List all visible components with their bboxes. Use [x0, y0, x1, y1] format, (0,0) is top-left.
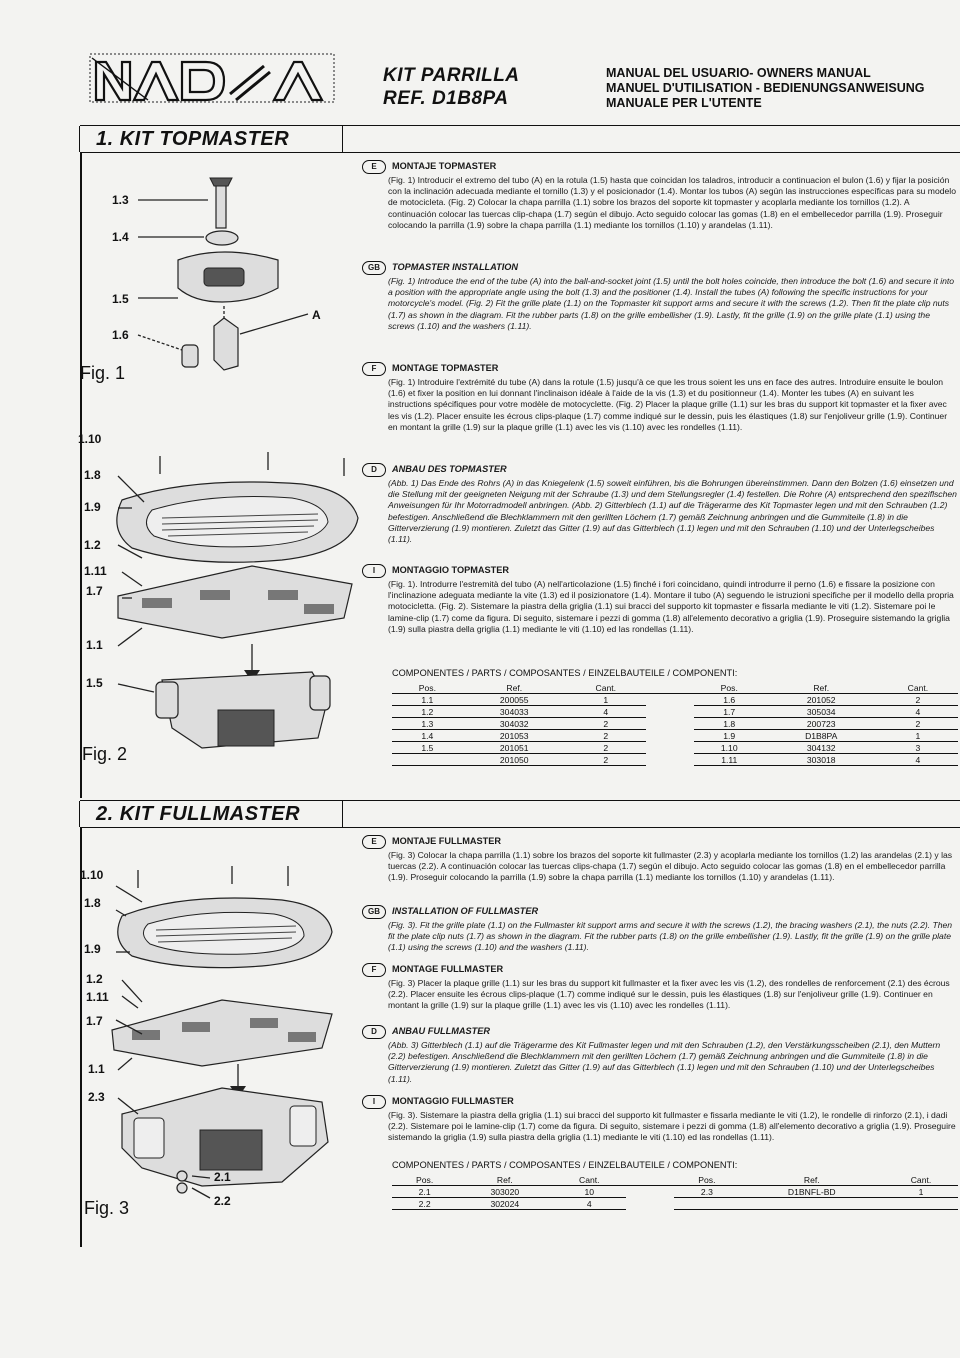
lang-badge-fr: F — [362, 362, 386, 376]
section2-parts-rows — [392, 1186, 958, 1210]
table-cell-cant-2: 1 — [884, 1186, 958, 1198]
fig3-callout-1-7: 1.7 — [86, 1014, 103, 1028]
section2-components-heading: COMPONENTES / PARTS / COMPOSANTES / EINZELBAUTEILE / COMPONENTI: — [392, 1160, 738, 1170]
section1-parts-table — [392, 682, 958, 766]
table-cell-cant: 2 — [566, 754, 646, 766]
col2-pos: Pos. — [392, 1174, 457, 1186]
fig3-callout-1-2: 1.2 — [86, 972, 103, 986]
table-cell-cant: 10 — [552, 1186, 626, 1198]
instr-es-text: (Fig. 1) Introducir el extremo del tubo (A) en la rotula (1.5) hasta que coincidan los taladros, introducir a continuacion el bulon (1.6) y fijar la posición con la inclinación adecuada mediante el tornillo (1.3) y el posicionador (1.4). Montar los tubos (A) según las instrucciones específicas para su modelo de motocicleta. (Fig. 2) Colocar la chapa parrilla (1.1) sobre los brazos del soporte kit topmaster y acoplarla mediante los tornillos (1.2). A continuación colocar las tuercas clip-chapa (1.7) según el dibujo. Acto seguido colocar las gomas (1.8) en el embellecedor parrilla (1.9). Proseguir colocando la parrilla (1.9) sobre la chapa parrilla (1.1) mediante los tornillos (1.10) y arandelas (1.11). — [388, 175, 956, 230]
table-row — [392, 1198, 958, 1210]
fig1-callout-1-3: 1.3 — [112, 193, 129, 207]
lang-badge-gb: GB — [362, 261, 386, 275]
instr2-es — [362, 835, 958, 905]
instr2-es-title: MONTAJE FULLMASTER — [392, 836, 502, 847]
col-spacer — [646, 682, 694, 694]
table-cell-spacer — [646, 730, 694, 742]
fig3-label: Fig. 3 — [84, 1198, 130, 1218]
col-pos: Pos. — [392, 682, 463, 694]
fig1-callout-a: A — [312, 308, 321, 322]
lang-badge-de: D — [362, 463, 386, 477]
table-cell-cant-2: 4 — [878, 754, 958, 766]
instr-de-text: (Abb. 1) Das Ende des Rohrs (A) in das Kniegelenk (1.5) soweit einführen, bis die Bohrungen übereinstimmen. Dann den Bolzen (1.6) einsetzen und die Stellung mit der geeigneten Neigung mit der Schraube (1.3) und dem Stellungsregler (1.4) festellen. Die Rohre (A) entsprechend den speziflschen Anweisungen für Ihr Motorradmodell anbringen. (Abb. 2) Gitterblech (1.1) auf die Trägerarme des Kit Topmaster legen und mit den Schrauben (1.2) befestigen. Anschließend die Blechklammern mit den gerillten Löchern (1.7) gemäß Zeichnung anbringen und die Gummiteile (1.8) in die Gitterverzierung (1.9) montieren. Zuletzt das Gitter (1.9) auf das Gitterblech (1.1) legen und mit den Schrauben (1.10) und der Unterlegscheibes (1.11). — [388, 478, 957, 545]
fig2-callout-1-5b: 1.5 — [86, 676, 103, 690]
fig2-callout-1-2: 1.2 — [84, 538, 101, 552]
col-cant: Cant. — [566, 682, 646, 694]
table-cell-cant-2: 2 — [878, 718, 958, 730]
table-cell-ref-2: 201052 — [765, 694, 878, 706]
table-cell-cant: 1 — [566, 694, 646, 706]
section1-components-heading: COMPONENTES / PARTS / COMPOSANTES / EINZELBAUTEILE / COMPONENTI: — [392, 668, 738, 678]
table-cell-pos — [392, 754, 463, 766]
table-cell-cant: 4 — [552, 1198, 626, 1210]
table-cell-ref: 303020 — [457, 1186, 552, 1198]
col-ref: Ref. — [463, 682, 566, 694]
table-cell-spacer — [646, 742, 694, 754]
table-cell-pos-2: 1.6 — [694, 694, 765, 706]
instr-de — [362, 463, 958, 564]
manual-title — [606, 66, 924, 111]
section2-title-box — [79, 801, 343, 827]
instr-de-title: ANBAU DES TOPMASTER — [392, 464, 507, 475]
manual-title-line3: MANUALE PER L'UTENTE — [606, 96, 762, 110]
table-cell-pos: 1.4 — [392, 730, 463, 742]
table-cell-ref-2: 305034 — [765, 706, 878, 718]
section1-parts-rows — [392, 694, 958, 766]
parts-table2-header-row — [392, 1174, 958, 1186]
fig1-callout-1-5: 1.5 — [112, 292, 129, 306]
col-cant-2: Cant. — [878, 682, 958, 694]
fig2-label: Fig. 2 — [82, 744, 128, 764]
section2-parts-table — [392, 1174, 958, 1210]
fig1-callout-1-4: 1.4 — [112, 230, 129, 244]
fig3-callout-2-2: 2.2 — [214, 1194, 231, 1208]
lang-badge-de-2: D — [362, 1025, 386, 1039]
table-cell-cant-2: 3 — [878, 742, 958, 754]
fig3-callout-1-9: 1.9 — [84, 942, 101, 956]
instr-it-title: MONTAGGIO TOPMASTER — [392, 565, 510, 576]
fig3-callout-1-8: 1.8 — [84, 896, 101, 910]
instr-fr-text: (Fig. 1) Introduire l'extrémité du tube (A) dans la rotule (1.5) jusqu'à ce que les trous soient les uns en face des autres. Introduire ensuite le boulon (1.6) et fixer la position en lui donnant l'inclinaison idéale à l'aide de la vis (1.3) et du positionneur (1.4). Monter les tubes (A) en suivant les instructions spécifiques pour votre modèle de motocyclette. (Fig. 2) Placer la plaque grille (1.1) sur les bras du support kit topmaster et la fixer avec les vis (1.2). Placer ensuite les écrous clips-plaque (1.7) comme indiqué sur le dessin, puis les élastiques (1.8) sur l'enjoliveur grille (1.9). Continuer en montant la grille (1.9) sur la plaque grille (1.1) avec les vis (1.10) avec les rondelles (1.11). — [388, 377, 948, 432]
fig3-callout-1-1: 1.1 — [88, 1062, 105, 1076]
table-row — [392, 754, 958, 766]
table-cell-pos-2: 1.11 — [694, 754, 765, 766]
instr2-it-title: MONTAGGIO FULLMASTER — [392, 1096, 514, 1107]
table-cell-ref: 302024 — [457, 1198, 552, 1210]
table-cell-cant-2 — [884, 1198, 958, 1210]
fig3-callout-2-3: 2.3 — [88, 1090, 105, 1104]
fig3-callout-2-1: 2.1 — [214, 1170, 231, 1184]
manual-title-line2: MANUEL D'UTILISATION - BEDIENUNGSANWEISUNG — [606, 81, 925, 95]
table-cell-ref-2: 200723 — [765, 718, 878, 730]
instr2-fr-title: MONTAGE FULLMASTER — [392, 964, 504, 975]
table-cell-ref: 200055 — [463, 694, 566, 706]
table-cell-pos: 1.5 — [392, 742, 463, 754]
table-cell-ref: 201050 — [463, 754, 566, 766]
table-cell-cant: 4 — [566, 706, 646, 718]
fig2-callout-1-7: 1.7 — [86, 584, 103, 598]
table-cell-ref-2: D1B8PA — [765, 730, 878, 742]
instr2-es-text: (Fig. 3) Colocar la chapa parrilla (1.1) sobre los brazos del soporte kit fullmaster (2.3) y acoplarla mediante los tornillos (1.2) las arandelas (2.1) y las tuercas (2.2). A continuación colocar las tuercas clips-chapa (1.7) según el dibujo. Acto seguido colocar las gomas (1.8) en el embellecedor parrilla (1.9). Proseguir colocando la parrilla (1.9) sobre la chapa parrilla (1.1) mediante los tornillos (1.10) y arandelas (1.11). — [388, 850, 953, 883]
instr2-gb-title: INSTALLATION OF FULLMASTER — [392, 906, 539, 917]
instr-gb-title: TOPMASTER INSTALLATION — [392, 262, 519, 273]
kit-title-line1: KIT PARRILLA — [383, 65, 520, 86]
kit-title — [383, 64, 520, 110]
fig3-callout-1-10: 1.10 — [80, 868, 104, 882]
section1-header — [80, 125, 960, 153]
col-pos-2: Pos. — [694, 682, 765, 694]
table-cell-pos: 2.1 — [392, 1186, 457, 1198]
nadsa-logo — [88, 48, 336, 108]
section2-header — [80, 800, 960, 828]
table-cell-cant-2: 1 — [878, 730, 958, 742]
table-row — [392, 730, 958, 742]
table-cell-pos: 1.2 — [392, 706, 463, 718]
section1-title: 1. KIT TOPMASTER — [96, 128, 290, 150]
table-cell-cant-2: 2 — [878, 694, 958, 706]
fig1-callout-1-6: 1.6 — [112, 328, 129, 342]
instr2-gb-text: (Fig. 3). Fit the grille plate (1.1) on the Fullmaster kit support arms and secure it with the screws (1.2), the bracing washers (2.1), the nuts (2.2). Then fit the plate clip nuts (1.7) as shown in the diagram. Fit the rubber parts (1.8) on the grille embellisher (1.9). Lastly, fit the grille (1.9) on the grille plate (1.1) using the screws (1.10) and the washers (1.11). — [388, 920, 953, 953]
table-cell-pos: 1.3 — [392, 718, 463, 730]
table-row — [392, 694, 958, 706]
instr2-de — [362, 1025, 958, 1095]
table-row — [392, 706, 958, 718]
parts-table-header-row — [392, 682, 958, 694]
table-cell-spacer — [646, 706, 694, 718]
lang-badge-it-2: I — [362, 1095, 386, 1109]
instr2-it — [362, 1095, 958, 1159]
fig2-callout-1-1: 1.1 — [86, 638, 103, 652]
table-cell-spacer — [646, 694, 694, 706]
col2-ref-2: Ref. — [740, 1174, 884, 1186]
instr2-de-text: (Abb. 3) Gitterblech (1.1) auf die Trägerarme des Kit Fullmaster legen und mit den Schrauben (1.2), den Verstärkungsscheiben (2.1), den Muttern (2.2) befestigen. Anschließend die Blechklammern mit den gerillten Löchern (1.7) gemäß Zeichnung anbringen und die Gummiteile (1.8) in die Gitterverzierung (1.9) montieren. Zuletzt das Gitter (1.9) auf das Gitterblech (1.1) legen und mit den Schrauben (1.10) und der Unterlegscheibes (1.11). — [388, 1040, 941, 1084]
col-ref-2: Ref. — [765, 682, 878, 694]
table-cell-spacer — [626, 1198, 674, 1210]
instr-gb — [362, 261, 958, 362]
table-cell-pos-2 — [674, 1198, 739, 1210]
table-cell-pos: 1.1 — [392, 694, 463, 706]
fig3-callout-1-11: 1.11 — [86, 990, 109, 1004]
col2-cant-2: Cant. — [884, 1174, 958, 1186]
table-row — [392, 1186, 958, 1198]
table-cell-ref: 304033 — [463, 706, 566, 718]
section1-instructions — [362, 160, 958, 664]
table-cell-cant-2: 4 — [878, 706, 958, 718]
instr-fr-title: MONTAGE TOPMASTER — [392, 363, 499, 374]
fig2-callout-1-10: 1.10 — [78, 432, 102, 446]
table-cell-ref: 304032 — [463, 718, 566, 730]
table-cell-pos: 2.2 — [392, 1198, 457, 1210]
instr2-fr — [362, 963, 958, 1025]
col2-ref: Ref. — [457, 1174, 552, 1186]
lang-badge-fr-2: F — [362, 963, 386, 977]
table-cell-pos-2: 1.9 — [694, 730, 765, 742]
table-cell-pos-2: 1.10 — [694, 742, 765, 754]
table-cell-pos-2: 1.8 — [694, 718, 765, 730]
table-cell-cant: 2 — [566, 730, 646, 742]
table-cell-cant: 2 — [566, 718, 646, 730]
table-cell-ref-2: 303018 — [765, 754, 878, 766]
instr-gb-text: (Fig. 1) Introduce the end of the tube (A) into the ball-and-socket joint (1.5) until the bolt holes coincide, then introduce the bolt (1.6) and secure it into a position with the appropriate angle using the bolt (1.3) and the positioner (1.4). Install the tubes (A) following the specific instructions for your motorcycle's model. (Fig. 2) Fit the grille plate (1.1) on the Topmaster kit support arms and secure it with the screws (1.2). Then fit the plate clip nuts (1.7) as shown in the diagram. Fit the rubber parts (1.8) on the grille embellisher (1.9). Lastly, fit the grille (1.9) on the grille plate (1.1) using the screws (1.10) and the washers (1.11). — [388, 276, 955, 331]
table-cell-cant: 2 — [566, 742, 646, 754]
table-cell-ref-2: 304132 — [765, 742, 878, 754]
section2-instructions — [362, 835, 958, 1159]
table-cell-spacer — [646, 754, 694, 766]
instr2-fr-text: (Fig. 3) Placer la plaque grille (1.1) sur les bras du support kit fullmaster et la fixer avec les vis (1.2), des rondelles de renforcement (2.1) des écrous (2.2). Placer ensuite les écrous clips-plaque (1.7) comme indiqué sur le dessin, puis les élastiques (1.8) sur l'enjoliveur grille (1.9). Continuer en montant la grille (1.9) sur la plaque grille (1.1) avec les vis (1.10) avec les rondelles (1.11). — [388, 978, 950, 1011]
table-cell-ref: 201051 — [463, 742, 566, 754]
fig2-callout-1-8: 1.8 — [84, 468, 101, 482]
instr-it — [362, 564, 958, 664]
instr2-it-text: (Fig. 3). Sistemare la piastra della griglia (1.1) sui bracci del supporto kit fullmaster e fissarla mediante le viti (1.2), le rondelle di rinforzo (2.1), i dadi (2.2). Sistemare poi le lamine-clip (1.7) come da figura. Di seguito, sistemare i pezzi di gomma (1.8) all'elemento decorativo a griglia (1.9). Proseguire sistemando la griglia (1.9) sulla piastra della griglia (1.1) mediante le viti (1.10) ed las rondellas (1.11). — [388, 1110, 956, 1143]
fig2-callout-1-9: 1.9 — [84, 500, 101, 514]
fig3-diagram — [82, 852, 362, 1212]
instr-es-title: MONTAJE TOPMASTER — [392, 161, 497, 172]
table-cell-spacer — [646, 718, 694, 730]
manual-title-line1: MANUAL DEL USUARIO- OWNERS MANUAL — [606, 66, 871, 80]
section1-title-box — [79, 126, 343, 152]
table-cell-pos-2: 1.7 — [694, 706, 765, 718]
table-cell-spacer — [626, 1186, 674, 1198]
table-cell-ref-2: D1BNFL-BD — [740, 1186, 884, 1198]
fig2-callout-1-11: 1.11 — [84, 564, 107, 578]
instr2-de-title: ANBAU FULLMASTER — [392, 1026, 490, 1037]
fig2-diagram — [82, 448, 372, 778]
kit-title-line2: REF. D1B8PA — [383, 88, 509, 109]
table-cell-ref-2 — [740, 1198, 884, 1210]
col2-pos-2: Pos. — [674, 1174, 739, 1186]
table-row — [392, 742, 958, 754]
fig1-label: Fig. 1 — [80, 363, 126, 383]
table-cell-pos-2: 2.3 — [674, 1186, 739, 1198]
instr-it-text: (Fig. 1). Introdurre l'estremità del tubo (A) nell'articolazione (1.5) finché i fori coincidano, quindi introdurre il perno (1.6) e fissare la posizione con l'inclinazione adeguata mediante la vite (1.3) ed il posizionatore (1.4). Montare il tubo (A) seguendo le istruzioni specifiche per il modello della propria motocicletta. (Fig. 2). Sistemare la piastra della griglia (1.1) sui bracci del supporto kit topmaster e fissarla mediante le viti (1.2). Sistemare poi le lamine-clip (1.7) come da figura. Di seguito, sistemare i pezzi di gomma (1.8) all'elemento decorativo a griglia (1.9). Proseguire sistemando la griglia (1.9) sulla piastra della griglia (1.1) mediante le viti (1.10) ed las rondellas (1.11). — [388, 579, 954, 634]
table-row — [392, 718, 958, 730]
instr-fr — [362, 362, 958, 463]
instr-es — [362, 160, 958, 261]
col2-spacer — [626, 1174, 674, 1186]
col2-cant: Cant. — [552, 1174, 626, 1186]
logo-graphic — [88, 48, 336, 108]
lang-badge-es: E — [362, 160, 386, 174]
section2-title: 2. KIT FULLMASTER — [96, 803, 301, 825]
lang-badge-it: I — [362, 564, 386, 578]
lang-badge-es-2: E — [362, 835, 386, 849]
table-cell-ref: 201053 — [463, 730, 566, 742]
lang-badge-gb-2: GB — [362, 905, 386, 919]
instr2-gb — [362, 905, 958, 963]
